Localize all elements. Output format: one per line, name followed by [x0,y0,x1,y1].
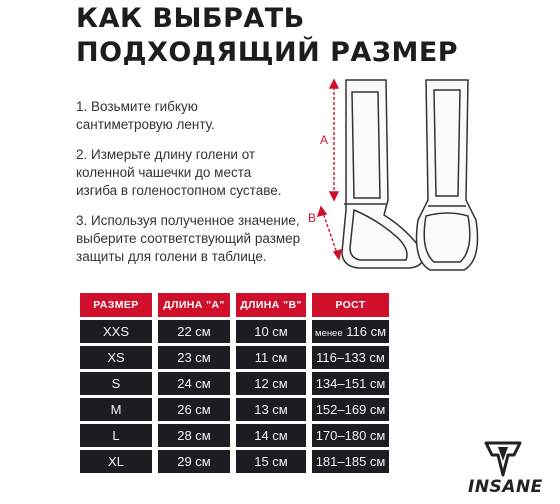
table-header-row [80,293,389,317]
cell-size: XXS [80,320,152,343]
cell-length-b: 12 см [236,372,306,395]
page-title [76,2,458,70]
dimension-a-marker [330,80,338,200]
cell-length-b: 14 см [236,424,306,447]
shin-guard-illustration [298,70,498,285]
table-row [80,424,389,447]
cell-length-a: 28 см [158,424,230,447]
cell-length-a: 22 см [158,320,230,343]
brand-logo-text: INSANE [468,477,543,497]
cell-length-a: 23 см [158,346,230,369]
title-line-1: КАК ВЫБРАТЬ [76,3,305,34]
cell-length-a: 26 см [158,398,230,421]
front-view-guard [417,80,478,270]
cell-height: 170–180 см [312,424,389,447]
cell-length-b: 13 см [236,398,306,421]
cell-size: XL [80,450,152,473]
side-view-guard [342,80,423,268]
step-3: 3. Используя полученное значение, выберите соответствующий размер защиты для голени в таблице. [76,213,301,264]
cell-height: 134–151 см [312,372,389,395]
cell-size: L [80,424,152,447]
label-b: B [308,211,317,225]
header-length-a: ДЛИНА "А" [158,293,230,317]
brand-logo [468,441,543,501]
brand-logo-mark [468,441,538,479]
header-length-b: ДЛИНА "В" [236,293,306,317]
cell-length-a: 24 см [158,372,230,395]
table-row [80,346,389,369]
header-size: РАЗМЕР [80,293,152,317]
cell-height-prefix: менее [315,328,343,339]
cell-height-value: 116 см [346,324,387,339]
cell-height [312,320,389,343]
dimension-b-marker [318,207,341,259]
cell-length-b: 10 см [236,320,306,343]
title-line-2: ПОДХОДЯЩИЙ РАЗМЕР [76,37,459,68]
cell-size: XS [80,346,152,369]
cell-height: 116–133 см [312,346,389,369]
cell-height: 181–185 см [312,450,389,473]
size-table [74,290,395,476]
cell-length-a: 29 см [158,450,230,473]
table-row [80,450,389,473]
table-row [80,372,389,395]
cell-height: 152–169 см [312,398,389,421]
step-2: 2. Измерьте длину голени от коленной чашечки до места изгиба в голеностопном суставе. [76,147,282,198]
table-row [80,320,389,343]
step-1: 1. Возьмите гибкую сантиметровую ленту. [76,99,215,132]
label-a: A [320,133,329,147]
header-height: РОСТ [312,293,389,317]
cell-size: S [80,372,152,395]
cell-length-b: 11 см [236,346,306,369]
instruction-steps [76,98,329,278]
table-row [80,398,389,421]
cell-length-b: 15 см [236,450,306,473]
cell-size: M [80,398,152,421]
